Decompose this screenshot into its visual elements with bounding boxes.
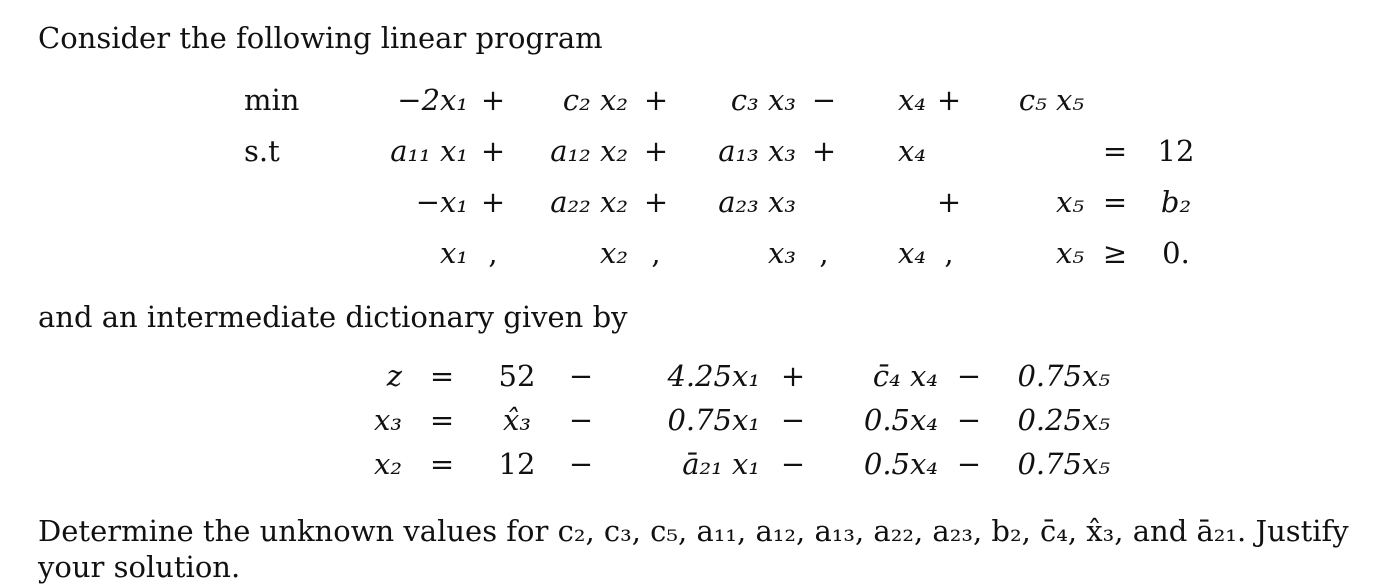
operator: − — [780, 447, 806, 481]
coefficient-x5: 0.75x₅ — [1017, 447, 1110, 481]
coefficient-x5: 0.25x₅ — [1017, 403, 1110, 437]
constraint-1-term-3: a₁₃ x₃ — [718, 133, 796, 168]
constraint-row-2 — [244, 176, 1206, 227]
nonnegativity-row — [244, 227, 1206, 278]
constraint-1-term-2: a₁₂ x₂ — [550, 133, 628, 168]
objective-term-2: c₂ x₂ — [562, 82, 628, 117]
intro-text: Consider the following linear program — [38, 21, 603, 55]
question-text: Determine the unknown values for c₂, c₃, c₅, a₁₁, a₁₂, a₁₃, a₂₂, a₂₃, b₂, c̄₄, x̂₃, and ā₂₁. Justify your solution. — [38, 514, 1349, 584]
dictionary-row-x3 — [360, 398, 1110, 442]
coefficient-x5: 0.75x₅ — [1017, 359, 1110, 393]
dictionary — [360, 354, 1110, 486]
operator: + — [480, 133, 506, 168]
operator: + — [480, 184, 506, 219]
coefficient-x4: c̄₄ x₄ — [872, 359, 938, 393]
coefficient-x1: ā₂₁ x₁ — [682, 447, 760, 481]
constraint-2-term-1: −x₁ — [415, 184, 468, 219]
dictionary-lhs: x₂ — [374, 447, 402, 481]
operator: + — [936, 184, 962, 219]
constant-term: 12 — [498, 447, 536, 481]
dictionary-row-x2 — [360, 442, 1110, 486]
operator: − — [780, 403, 806, 437]
coefficient-x4: 0.5x₄ — [863, 447, 938, 481]
operator: + — [643, 184, 669, 219]
constant-term: 52 — [498, 359, 536, 393]
linear-program — [244, 74, 1206, 278]
constraint-1-term-4: x₄ — [898, 133, 926, 168]
dictionary-lhs: x₃ — [374, 403, 402, 437]
comma: , — [651, 235, 661, 270]
operator: − — [956, 359, 982, 393]
relation: = — [1102, 133, 1128, 168]
operator: − — [811, 82, 837, 117]
equals-sign: = — [429, 447, 455, 481]
coefficient-x4: 0.5x₄ — [863, 403, 938, 437]
nonneg-var-5: x₅ — [1056, 235, 1084, 270]
coefficient-x1: 0.75x₁ — [667, 403, 760, 437]
objective-row — [244, 74, 1206, 125]
relation: = — [1102, 184, 1128, 219]
nonneg-var-3: x₃ — [768, 235, 796, 270]
nonneg-var-4: x₄ — [898, 235, 926, 270]
comma: , — [819, 235, 829, 270]
operator: + — [643, 82, 669, 117]
objective-term-3: c₃ x₃ — [730, 82, 796, 117]
constraint-row-1 — [244, 125, 1206, 176]
constraint-1-rhs: 12 — [1157, 133, 1195, 168]
nonneg-var-1: x₁ — [440, 235, 468, 270]
constraint-2-term-3: a₂₃ x₃ — [718, 184, 796, 219]
objective-label: min — [244, 82, 300, 117]
objective-term-1: −2x₁ — [397, 82, 468, 117]
operator: + — [811, 133, 837, 168]
constant-term: x̂₃ — [503, 403, 531, 437]
constraint-2-rhs: b₂ — [1160, 184, 1192, 219]
comma: , — [488, 235, 498, 270]
middle-text: and an intermediate dictionary given by — [38, 300, 628, 334]
operator: + — [480, 82, 506, 117]
relation: ≥ — [1102, 235, 1128, 270]
objective-term-5: c₅ x₅ — [1018, 82, 1084, 117]
objective-term-4: x₄ — [898, 82, 926, 117]
coefficient-x1: 4.25x₁ — [667, 359, 760, 393]
dictionary-row-z — [360, 354, 1110, 398]
equals-sign: = — [429, 359, 455, 393]
operator: − — [568, 403, 594, 437]
dictionary-lhs: z — [386, 359, 402, 393]
operator: + — [780, 359, 806, 393]
operator: − — [568, 359, 594, 393]
operator: + — [643, 133, 669, 168]
nonneg-var-2: x₂ — [600, 235, 628, 270]
operator: − — [956, 403, 982, 437]
operator: + — [936, 82, 962, 117]
constraint-label: s.t — [244, 133, 280, 168]
constraint-2-term-2: a₂₂ x₂ — [550, 184, 628, 219]
constraint-2-term-5: x₅ — [1056, 184, 1084, 219]
comma: , — [944, 235, 954, 270]
equals-sign: = — [429, 403, 455, 437]
nonneg-rhs: 0. — [1162, 235, 1190, 270]
operator: − — [568, 447, 594, 481]
constraint-1-term-1: a₁₁ x₁ — [390, 133, 468, 168]
operator: − — [956, 447, 982, 481]
